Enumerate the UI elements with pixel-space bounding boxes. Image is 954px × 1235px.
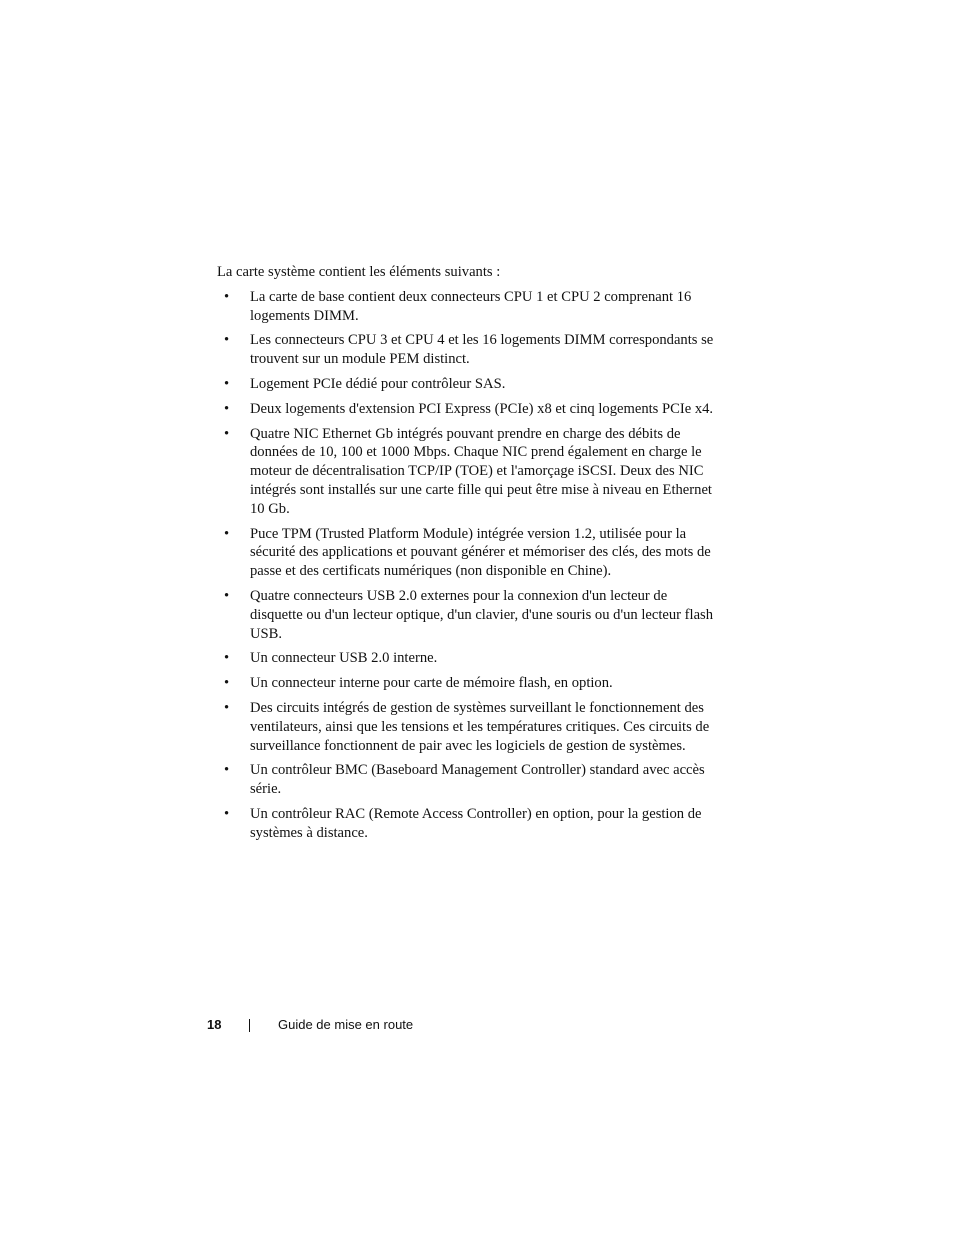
list-item-text: Un connecteur interne pour carte de mémoire flash, en option. (250, 675, 613, 692)
list-item-text: Un contrôleur RAC (Remote Access Controller) en option, pour la gestion de systèmes à distance. (250, 805, 702, 841)
bullet-icon: • (224, 650, 230, 667)
list-item (217, 587, 717, 643)
footer-title: Guide de mise en route (278, 1017, 414, 1032)
bullet-icon: • (224, 332, 230, 349)
bullet-icon: • (224, 675, 230, 692)
list-item (217, 649, 717, 668)
bullet-icon: • (224, 805, 230, 822)
list-item (217, 288, 717, 326)
bullet-icon: • (224, 762, 230, 779)
list-item (217, 674, 717, 693)
list-item-text: Les connecteurs CPU 3 et CPU 4 et les 16 logements DIMM correspondants se trouvent sur un module PEM distinct. (250, 332, 714, 368)
bullet-icon: • (224, 699, 230, 716)
footer-divider (249, 1019, 250, 1032)
intro-paragraph: La carte système contient les éléments suivants : (217, 264, 501, 280)
list-item-text: Deux logements d'extension PCI Express (PCIe) x8 et cinq logements PCIe x4. (250, 400, 714, 417)
list-item (217, 331, 717, 369)
list-item (217, 375, 717, 394)
list-item (217, 425, 717, 519)
bullet-icon: • (224, 375, 230, 392)
list-item-text: Puce TPM (Trusted Platform Module) intégrée version 1.2, utilisée pour la sécurité des applications et pouvant générer et mémoriser des clés, des mots de passe et des certificats numériques (non disponible en Chine). (250, 525, 711, 580)
list-item-text: La carte de base contient deux connecteurs CPU 1 et CPU 2 comprenant 16 logements DIMM. (250, 288, 692, 324)
list-item (217, 699, 717, 755)
list-item (217, 805, 717, 843)
page-number: 18 (207, 1017, 222, 1032)
list-item (217, 525, 717, 581)
bullet-icon: • (224, 525, 230, 542)
list-item (217, 400, 717, 419)
list-item-text: Un connecteur USB 2.0 interne. (250, 650, 438, 667)
feature-list (217, 288, 717, 843)
bullet-icon: • (224, 425, 230, 442)
list-item-text: Quatre NIC Ethernet Gb intégrés pouvant prendre en charge des débits de données de 10, 100 et 1000 Mbps. Chaque NIC prend également en charge le moteur de décentralisation TCP/IP (TOE) et l'amorçage iSCSI. Deux des NIC intégrés sont installés sur une carte fille qui peut être mise à niveau en Ethernet 10 Gb. (250, 425, 712, 517)
list-item-text: Des circuits intégrés de gestion de systèmes surveillant le fonctionnement des ventilateurs, ainsi que les tensions et les températures critiques. Ces circuits de surveillance fonctionnent de pair avec les logiciels de gestion de systèmes. (250, 699, 710, 754)
bullet-icon: • (224, 288, 230, 305)
list-item-text: Logement PCIe dédié pour contrôleur SAS. (250, 375, 506, 392)
page-content (217, 263, 717, 849)
list-item-text: Un contrôleur BMC (Baseboard Management Controller) standard avec accès série. (250, 762, 705, 798)
list-item-text: Quatre connecteurs USB 2.0 externes pour la connexion d'un lecteur de disquette ou d'un lecteur optique, d'un clavier, d'une souris ou d'un lecteur flash USB. (250, 587, 714, 642)
list-item (217, 761, 717, 799)
bullet-icon: • (224, 400, 230, 417)
bullet-icon: • (224, 587, 230, 604)
